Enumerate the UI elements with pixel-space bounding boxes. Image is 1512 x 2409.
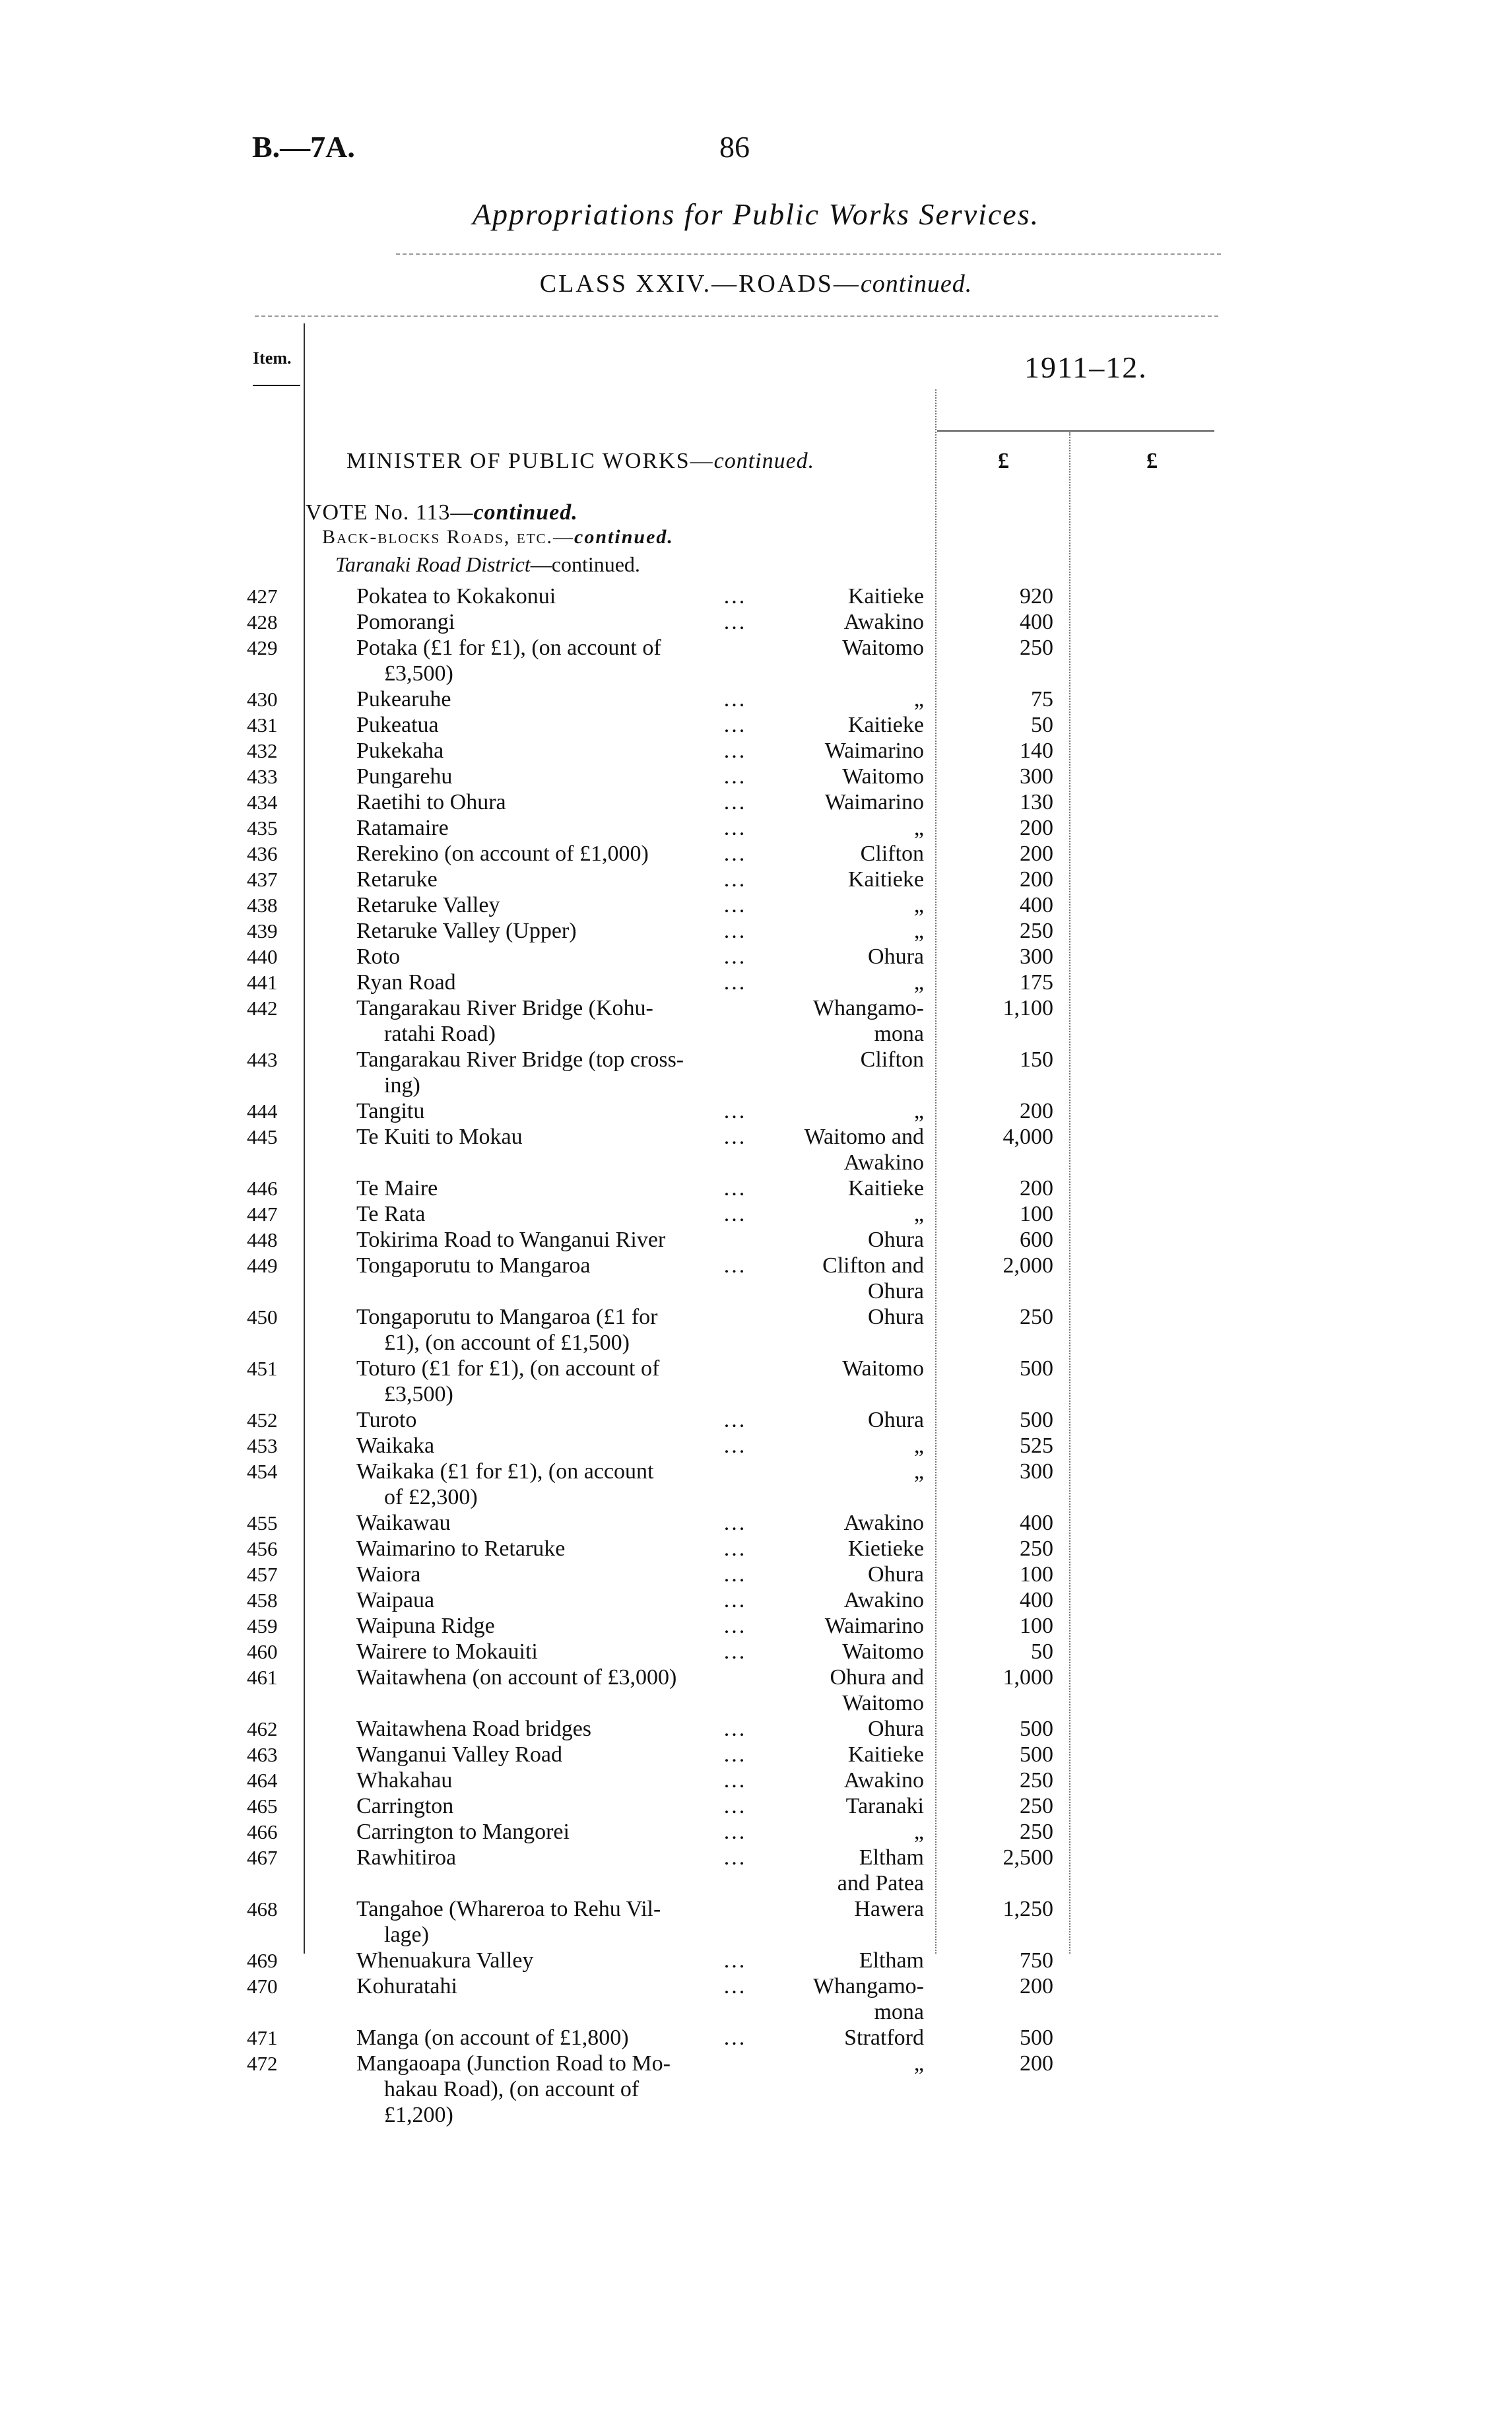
constituency: Kaitieke (847, 584, 924, 609)
table-row (0, 841, 1512, 867)
leader-dots: ... (723, 1253, 747, 1278)
amount: 500 (1020, 1408, 1053, 1432)
item-number: 472 (247, 2052, 278, 2075)
work-description: Potaka (£1 for £1), (on account of £3,500) (356, 636, 661, 686)
constituency: „ (913, 919, 924, 943)
title-divider (396, 253, 1221, 255)
amount: 250 (1020, 1794, 1053, 1818)
constituency: „ (913, 1434, 924, 1458)
amount: 400 (1020, 610, 1053, 634)
leader-dots: ... (723, 1794, 747, 1818)
constituency: Kaitieke (847, 1742, 924, 1767)
amount: 150 (1020, 1047, 1053, 1072)
work-description: Te Kuiti to Mokau (356, 1125, 523, 1149)
constituency: Kietieke (847, 1536, 924, 1561)
item-number: 429 (247, 636, 278, 659)
class-heading (0, 269, 1512, 298)
work-description: Pukekaha (356, 739, 444, 763)
leader-dots: ... (723, 1408, 747, 1432)
amount: 200 (1020, 2051, 1053, 2076)
pound-sign-totals: £ (1146, 449, 1158, 473)
item-number: 443 (247, 1048, 278, 1071)
item-number: 454 (247, 1460, 278, 1483)
work-description: Retaruke Valley (356, 893, 500, 917)
year-underline (937, 430, 1214, 432)
work-description: Tokirima Road to Wanganui River (356, 1228, 666, 1252)
minister-heading-main: MINISTER OF PUBLIC WORKS— (346, 449, 714, 473)
table-row (0, 1459, 1512, 1510)
amount: 300 (1020, 1459, 1053, 1484)
table-row (0, 1356, 1512, 1407)
item-number: 438 (247, 894, 278, 917)
work-description: Manga (on account of £1,800) (356, 2026, 629, 2050)
item-number: 453 (247, 1434, 278, 1457)
table-row (0, 1665, 1512, 1716)
constituency: Waitomo (842, 1639, 924, 1664)
vote-heading-main: VOTE No. 113— (306, 500, 474, 525)
amount: 1,000 (1003, 1665, 1053, 1690)
constituency: Ohura and Waitomo (830, 1665, 924, 1715)
constituency: Awakino (843, 1511, 924, 1535)
leader-dots: ... (723, 1176, 747, 1201)
amount: 200 (1020, 1176, 1053, 1201)
table-row (0, 2025, 1512, 2051)
table-row (0, 1253, 1512, 1304)
work-description: Waikaka (356, 1434, 435, 1458)
item-header-underline (253, 385, 300, 386)
work-description: Mangaoapa (Junction Road to Mo- hakau Road), (on account of £1,200) (356, 2051, 671, 2127)
work-description: Pokatea to Kokakonui (356, 584, 556, 609)
work-description: Raetihi to Ohura (356, 790, 506, 814)
class-heading-main: CLASS XXIV.—ROADS— (539, 270, 861, 298)
amount: 200 (1020, 1099, 1053, 1123)
table-row (0, 1716, 1512, 1742)
item-number: 465 (247, 1795, 278, 1818)
amount: 250 (1020, 1305, 1053, 1329)
table-row (0, 1098, 1512, 1124)
constituency: Clifton and Ohura (822, 1253, 924, 1304)
amount: 4,000 (1003, 1125, 1053, 1149)
minister-heading (346, 449, 814, 474)
item-number: 470 (247, 1975, 278, 1998)
item-number: 451 (247, 1357, 278, 1380)
constituency: Awakino (843, 610, 924, 634)
amount: 500 (1020, 1717, 1053, 1741)
item-number: 436 (247, 842, 278, 865)
amount: 250 (1020, 1536, 1053, 1561)
constituency: Clifton (860, 842, 924, 866)
constituency: Waitomo (842, 764, 924, 789)
item-number: 433 (247, 765, 278, 788)
work-description: Tongaporutu to Mangaroa (356, 1253, 591, 1278)
class-heading-continued: continued. (860, 270, 973, 298)
amount: 300 (1020, 944, 1053, 969)
district-heading-main: Taranaki Road District (335, 552, 531, 576)
work-description: Waipuna Ridge (356, 1614, 495, 1638)
constituency: Ohura (868, 1305, 924, 1329)
amount: 2,000 (1003, 1253, 1053, 1278)
table-row (0, 738, 1512, 764)
work-description: Ryan Road (356, 970, 456, 995)
work-description: Roto (356, 944, 401, 969)
leader-dots: ... (723, 1125, 747, 1149)
amount: 1,100 (1003, 996, 1053, 1020)
leader-dots: ... (723, 1768, 747, 1793)
work-description: Pungarehu (356, 764, 453, 789)
constituency: „ (913, 687, 924, 711)
work-description: Tangarakau River Bridge (Kohu- ratahi Road) (356, 996, 653, 1046)
amount: 525 (1020, 1434, 1053, 1458)
amount: 400 (1020, 893, 1053, 917)
amount: 920 (1020, 584, 1053, 609)
amount: 200 (1020, 842, 1053, 866)
work-description: Wanganui Valley Road (356, 1742, 563, 1767)
work-description: Whenuakura Valley (356, 1948, 534, 1973)
leader-dots: ... (723, 842, 747, 866)
leader-dots: ... (723, 1511, 747, 1535)
item-number: 469 (247, 1949, 278, 1972)
work-description: Retaruke Valley (Upper) (356, 919, 577, 943)
table-row (0, 1433, 1512, 1459)
table-row (0, 1639, 1512, 1665)
amount: 250 (1020, 1820, 1053, 1844)
constituency: Ohura (868, 1717, 924, 1741)
table-row (0, 1793, 1512, 1819)
amount: 50 (1031, 713, 1053, 737)
leader-dots: ... (723, 893, 747, 917)
table-row (0, 1819, 1512, 1845)
table-top-rule (255, 315, 1218, 317)
work-description: Tongaporutu to Mangaroa (£1 for £1), (on account of £1,500) (356, 1305, 658, 1355)
work-description: Toturo (£1 for £1), (on account of £3,500) (356, 1356, 660, 1406)
item-number: 434 (247, 791, 278, 814)
constituency: Whangamo- mona (812, 1974, 924, 2024)
work-description: Pukearuhe (356, 687, 451, 711)
leader-dots: ... (723, 764, 747, 789)
amount: 1,250 (1003, 1897, 1053, 1921)
district-heading (335, 552, 640, 577)
work-description: Kohuratahi (356, 1974, 457, 1998)
constituency: Awakino (843, 1588, 924, 1612)
page-number: 86 (719, 130, 750, 164)
work-description: Rawhitiroa (356, 1845, 457, 1870)
item-number: 457 (247, 1563, 278, 1586)
item-number: 468 (247, 1898, 278, 1921)
work-description: Pukeatua (356, 713, 439, 737)
leader-dots: ... (723, 713, 747, 737)
work-description: Carrington to Mangorei (356, 1820, 570, 1844)
table-row (0, 1047, 1512, 1098)
amount: 140 (1020, 739, 1053, 763)
amount: 250 (1020, 1768, 1053, 1793)
leader-dots: ... (723, 944, 747, 969)
table-row (0, 867, 1512, 892)
leader-dots: ... (723, 1820, 747, 1844)
item-number: 437 (247, 868, 278, 891)
table-row (0, 1896, 1512, 1948)
constituency: „ (913, 1459, 924, 1484)
leader-dots: ... (723, 1202, 747, 1226)
item-number: 440 (247, 945, 278, 968)
leader-dots: ... (723, 1742, 747, 1767)
item-number: 446 (247, 1177, 278, 1200)
table-row (0, 686, 1512, 712)
item-number: 452 (247, 1408, 278, 1432)
amount: 200 (1020, 816, 1053, 840)
constituency: Waitomo (842, 636, 924, 660)
leader-dots: ... (723, 970, 747, 995)
table-row (0, 892, 1512, 918)
work-description: Waikawau (356, 1511, 451, 1535)
leader-dots: ... (723, 1948, 747, 1973)
constituency: Waimarino (824, 790, 924, 814)
table-row (0, 1948, 1512, 1973)
leader-dots: ... (723, 919, 747, 943)
constituency: Waitomo and Awakino (804, 1125, 924, 1175)
amount: 175 (1020, 970, 1053, 995)
table-row (0, 764, 1512, 789)
constituency: Awakino (843, 1768, 924, 1793)
item-number: 462 (247, 1717, 278, 1740)
item-number: 435 (247, 816, 278, 840)
constituency: „ (913, 816, 924, 840)
item-number: 464 (247, 1769, 278, 1792)
work-description: Carrington (356, 1794, 454, 1818)
subdivision-heading-continued: continued. (574, 526, 674, 548)
table-row (0, 789, 1512, 815)
work-description: Ratamaire (356, 816, 449, 840)
financial-year: 1911–12. (1024, 350, 1148, 384)
constituency: Waimarino (824, 1614, 924, 1638)
item-number: 456 (247, 1537, 278, 1560)
table-row (0, 1767, 1512, 1793)
work-description: Waitawhena Road bridges (356, 1717, 592, 1741)
amount: 500 (1020, 2026, 1053, 2050)
item-number: 459 (247, 1614, 278, 1637)
constituency: Ohura (868, 944, 924, 969)
constituency: Ohura (868, 1562, 924, 1587)
amount: 500 (1020, 1742, 1053, 1767)
table-row (0, 1407, 1512, 1433)
work-description: Waiora (356, 1562, 421, 1587)
item-number: 460 (247, 1640, 278, 1663)
pound-sign-items: £ (998, 449, 1009, 473)
constituency: Waitomo (842, 1356, 924, 1381)
leader-dots: ... (723, 790, 747, 814)
table-row (0, 1613, 1512, 1639)
document-reference: B.—7A. (252, 130, 355, 164)
work-description: Pomorangi (356, 610, 455, 634)
item-number: 427 (247, 585, 278, 608)
work-description: Whakahau (356, 1768, 453, 1793)
constituency: Eltham (859, 1948, 924, 1973)
leader-dots: ... (723, 1639, 747, 1664)
table-row (0, 635, 1512, 686)
table-row (0, 1175, 1512, 1201)
constituency: „ (913, 1820, 924, 1844)
work-description: Tangarakau River Bridge (top cross- ing) (356, 1047, 684, 1098)
table-row (0, 970, 1512, 995)
table-row (0, 1742, 1512, 1767)
table-row (0, 918, 1512, 944)
leader-dots: ... (723, 1099, 747, 1123)
item-number: 431 (247, 713, 278, 737)
vote-heading (306, 500, 578, 525)
leader-dots: ... (723, 1614, 747, 1638)
item-number: 441 (247, 971, 278, 994)
table-row (0, 815, 1512, 841)
amount: 250 (1020, 636, 1053, 660)
item-number: 439 (247, 919, 278, 942)
table-row (0, 1510, 1512, 1536)
item-number: 442 (247, 997, 278, 1020)
item-number: 458 (247, 1589, 278, 1612)
appropriation-table (0, 583, 1512, 2128)
table-row (0, 1845, 1512, 1896)
constituency: Whangamo- mona (812, 996, 924, 1046)
amount: 100 (1020, 1202, 1053, 1226)
table-row (0, 1304, 1512, 1356)
work-description: Waipaua (356, 1588, 435, 1612)
constituency: Stratford (844, 2026, 924, 2050)
constituency: Hawera (854, 1897, 924, 1921)
work-description: Waitawhena (on account of £3,000) (356, 1665, 677, 1690)
table-row (0, 995, 1512, 1047)
leader-dots: ... (723, 1588, 747, 1612)
constituency: „ (913, 2051, 924, 2076)
amount: 130 (1020, 790, 1053, 814)
leader-dots: ... (723, 584, 747, 609)
work-description: Waikaka (£1 for £1), (on account of £2,300) (356, 1459, 654, 1509)
amount: 400 (1020, 1511, 1053, 1535)
page-title: Appropriations for Public Works Services. (472, 197, 1040, 231)
table-row (0, 712, 1512, 738)
amount: 50 (1031, 1639, 1053, 1664)
work-description: Waimarino to Retaruke (356, 1536, 566, 1561)
constituency: „ (913, 893, 924, 917)
item-number: 471 (247, 2026, 278, 2049)
amount: 600 (1020, 1228, 1053, 1252)
item-number: 445 (247, 1125, 278, 1148)
amount: 200 (1020, 867, 1053, 892)
table-row (0, 944, 1512, 970)
constituency: Kaitieke (847, 867, 924, 892)
table-row (0, 1587, 1512, 1613)
constituency: „ (913, 1202, 924, 1226)
leader-dots: ... (723, 867, 747, 892)
table-row (0, 2051, 1512, 2128)
constituency: Kaitieke (847, 713, 924, 737)
item-number: 448 (247, 1228, 278, 1251)
table-row (0, 1536, 1512, 1562)
leader-dots: ... (723, 1845, 747, 1870)
constituency: „ (913, 1099, 924, 1123)
constituency: Clifton (860, 1047, 924, 1072)
amount: 300 (1020, 764, 1053, 789)
item-number: 444 (247, 1100, 278, 1123)
table-row (0, 1201, 1512, 1227)
amount: 2,500 (1003, 1845, 1053, 1870)
work-description: Te Rata (356, 1202, 426, 1226)
table-row (0, 609, 1512, 635)
table-row (0, 1227, 1512, 1253)
district-heading-continued: —continued. (530, 552, 640, 576)
leader-dots: ... (723, 610, 747, 634)
leader-dots: ... (723, 1717, 747, 1741)
leader-dots: ... (723, 1536, 747, 1561)
item-number: 430 (247, 688, 278, 711)
leader-dots: ... (723, 739, 747, 763)
item-number: 455 (247, 1511, 278, 1534)
item-number: 467 (247, 1846, 278, 1869)
table-row (0, 1124, 1512, 1175)
table-row (0, 1562, 1512, 1587)
work-description: Retaruke (356, 867, 438, 892)
table-row (0, 1973, 1512, 2025)
constituency: „ (913, 970, 924, 995)
amount: 200 (1020, 1974, 1053, 1998)
constituency: Eltham and Patea (837, 1845, 924, 1896)
amount: 75 (1031, 687, 1053, 711)
work-description: Rerekino (on account of £1,000) (356, 842, 649, 866)
amount: 400 (1020, 1588, 1053, 1612)
item-number: 432 (247, 739, 278, 762)
item-number: 466 (247, 1820, 278, 1843)
leader-dots: ... (723, 1974, 747, 1998)
work-description: Tangitu (356, 1099, 425, 1123)
constituency: Ohura (868, 1408, 924, 1432)
leader-dots: ... (723, 1434, 747, 1458)
amount: 500 (1020, 1356, 1053, 1381)
item-column-header: Item. (253, 348, 292, 368)
item-number: 461 (247, 1666, 278, 1689)
vote-heading-continued: continued. (473, 500, 578, 525)
amount: 100 (1020, 1614, 1053, 1638)
item-number: 463 (247, 1743, 278, 1766)
amount: 750 (1020, 1948, 1053, 1973)
constituency: Ohura (868, 1228, 924, 1252)
work-description: Turoto (356, 1408, 417, 1432)
item-number: 447 (247, 1203, 278, 1226)
leader-dots: ... (723, 816, 747, 840)
item-number: 449 (247, 1254, 278, 1277)
subdivision-heading (322, 526, 674, 548)
work-description: Wairere to Mokauiti (356, 1639, 538, 1664)
subdivision-heading-main: Back-blocks Roads, etc.— (322, 526, 575, 548)
minister-heading-continued: continued. (713, 449, 815, 473)
leader-dots: ... (723, 1562, 747, 1587)
work-description: Te Maire (356, 1176, 438, 1201)
work-description: Tangahoe (Whareroa to Rehu Vil- lage) (356, 1897, 661, 1947)
table-row (0, 583, 1512, 609)
amount: 250 (1020, 919, 1053, 943)
item-number: 428 (247, 610, 278, 634)
constituency: Kaitieke (847, 1176, 924, 1201)
constituency: Taranaki (845, 1794, 924, 1818)
leader-dots: ... (723, 687, 747, 711)
item-number: 450 (247, 1305, 278, 1329)
amount: 100 (1020, 1562, 1053, 1587)
constituency: Waimarino (824, 739, 924, 763)
leader-dots: ... (723, 2026, 747, 2050)
